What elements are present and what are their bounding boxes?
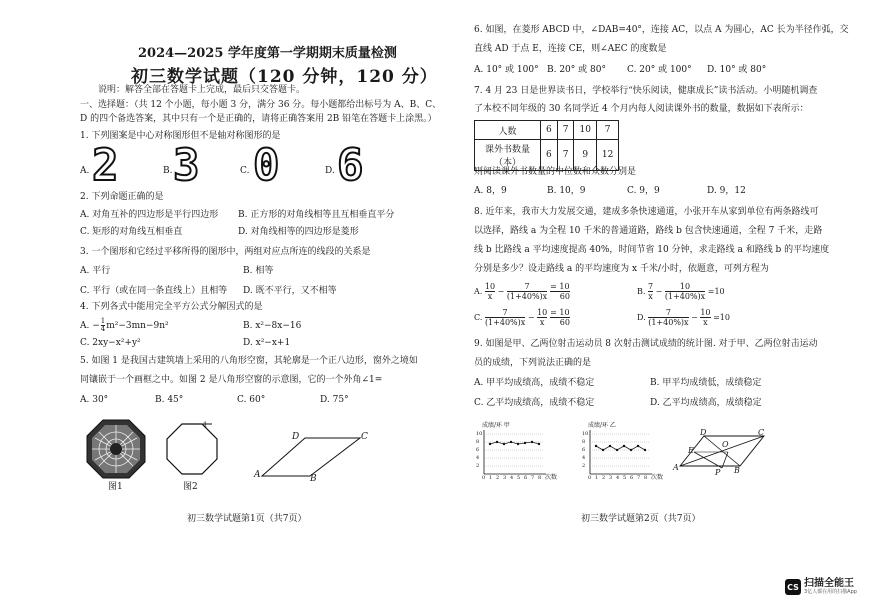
chart-jia-yticks	[476, 430, 482, 470]
q8-d-den2: x	[703, 318, 708, 327]
tick-label: 4	[510, 475, 514, 481]
question-6: 6. 如图，在菱形 ABCD 中，∠DAB=40°，连接 AC，以点 A 为圆心，AC 长为半径作弧，交	[474, 25, 849, 35]
q4-option-a	[80, 318, 169, 333]
tick-label: 8	[476, 439, 480, 445]
exam-note: 说明：解答全部在答题卡上完成，最后只交答题卡。	[98, 85, 306, 95]
tick-label: 10	[582, 431, 589, 437]
question-8: 8. 近年来，我市大力发展交通，建成多条快速通道，小张开车从家到单位有两条路线可	[474, 207, 819, 217]
q8-c-label: C.	[474, 313, 483, 322]
table-cell: 6	[541, 140, 558, 171]
table-row	[475, 121, 619, 140]
geo-label-b: B	[734, 466, 740, 475]
q8-option-b	[637, 282, 725, 301]
q8-option-d	[637, 308, 730, 327]
q8-a-op: −	[497, 287, 505, 296]
q4-a-prefix: A. −	[80, 321, 100, 331]
q8-a-den2: (1+40%)x	[506, 292, 548, 301]
q1-label-c: C.	[240, 166, 250, 176]
q7-option-b: B. 10，9	[547, 186, 586, 196]
cs-logo-icon	[785, 579, 801, 595]
tick-label: 0	[482, 475, 486, 481]
q9-option-d: D. 乙平均成绩高，成绩稳定	[650, 398, 762, 408]
scanner-app-name: 扫描全能王	[804, 578, 854, 589]
q8-c-num2: 10	[537, 308, 548, 317]
geo-label-o: O	[722, 440, 729, 449]
q8-c-den2: x	[539, 318, 545, 327]
figure-2-octagon	[162, 420, 224, 480]
scanner-app-logo	[785, 578, 857, 596]
tick-label: 7	[531, 475, 535, 481]
q8-a-num2: 7	[507, 282, 547, 292]
cs-logo-text: CS	[787, 582, 799, 592]
q8-d-rhs: =10	[713, 313, 730, 322]
q5-option-d: D. 75°	[320, 395, 349, 405]
q9-option-b: B. 甲平均成绩低，成绩稳定	[650, 378, 762, 388]
table-cell: 9	[574, 140, 596, 171]
table-cell: 10	[574, 121, 596, 140]
table-cell: 7	[557, 140, 574, 171]
tick-label: 8	[644, 475, 648, 481]
figure-1-caption: 图1	[108, 482, 123, 492]
tick-label: 3	[503, 475, 507, 481]
tick-label: 6	[630, 475, 634, 481]
tick-label: 4	[616, 475, 620, 481]
q8-d-num1: 7	[648, 308, 688, 318]
geo-label-c: C	[758, 428, 765, 437]
table-cell: 7	[557, 121, 574, 140]
table-cell: 7	[596, 121, 618, 140]
q3-option-a: A. 平行	[80, 266, 111, 276]
right-page-footer: 初三数学试题第2页（共7页）	[581, 514, 701, 524]
tick-label: 2	[602, 475, 606, 481]
q8-option-a	[474, 282, 570, 301]
q8-d-num2: 10	[700, 308, 711, 317]
chart-yi-xticks	[588, 475, 651, 481]
figure-2-angle-mark: 1	[203, 421, 208, 429]
q1-label-d: D.	[325, 166, 335, 176]
q3-option-d: D. 既不平行，又不相等	[243, 286, 337, 296]
q8-d-op: −	[691, 313, 698, 322]
q8-a-rhs: = 10	[550, 282, 570, 291]
question-6-cont: 直线 AD 于点 E，连接 CE，则∠AEC 的度数是	[474, 44, 667, 54]
question-5: 5. 如图 1 是我国古建筑墙上采用的八角形空窗，其轮廓是一个正八边形，窗外之境如	[80, 356, 418, 366]
exam-title: 2024—2025 学年度第一学期期末质量检测	[138, 46, 397, 61]
tick-label: 0	[588, 475, 592, 481]
chart-yi-title: 成绩/环 乙	[588, 422, 616, 429]
q9-option-a: A. 甲平均成绩高，成绩不稳定	[474, 378, 595, 388]
question-4: 4. 下列各式中能用完全平方公式分解因式的是	[80, 302, 263, 312]
q8-b-num2: 10	[665, 282, 705, 292]
q7-option-a: A. 8，9	[474, 186, 507, 196]
q8-b-label: B.	[637, 287, 646, 296]
q8-b-den2: (1+40%)x	[664, 292, 706, 301]
para-label-a: A	[254, 470, 261, 480]
q8-b-op: −	[655, 287, 663, 296]
reading-data-table	[474, 120, 619, 171]
q1-digit-c: 0	[253, 140, 280, 191]
tick-label: 2	[582, 463, 586, 469]
geo-label-e: E	[688, 446, 694, 455]
question-8-line2: 以选择，路线 a 为全程 10 千米的普通道路，路线 b 包含快速通道，全程 7 千米，走路	[474, 226, 823, 236]
question-1: 1. 下列图案是中心对称图形但不是轴对称图形的是	[80, 131, 281, 141]
exam-subtitle: 初三数学试题（120 分钟，120 分）	[131, 67, 438, 87]
figure-2-caption: 图2	[183, 482, 198, 492]
tick-label: 6	[582, 447, 586, 453]
tick-label: 1	[489, 475, 493, 481]
q8-d-label: D.	[637, 313, 646, 322]
section-heading: 一、选择题：（共 12 个小题，每小题 3 分，满分 36 分。每小题都给出标号为 A、B、C、	[80, 100, 442, 110]
q8-c-rhs: = 10	[550, 308, 570, 317]
q2-option-a: A. 对角互补的四边形是平行四边形	[80, 210, 219, 220]
tick-label: 6	[476, 447, 480, 453]
question-2: 2. 下列命题正确的是	[80, 192, 164, 202]
geo-label-p: P	[715, 468, 721, 477]
tick-label: 4	[582, 455, 586, 461]
q5-option-c: C. 60°	[237, 395, 266, 405]
tick-label: 5	[517, 475, 521, 481]
q2-option-b: B. 正方形的对角线相等且互相垂直平分	[238, 210, 395, 220]
tick-label: 8	[538, 475, 542, 481]
q8-c-rhs-den: 60	[559, 318, 570, 327]
tick-label: 7	[637, 475, 641, 481]
q3-option-c: C. 平行（或在同一条直线上）且相等	[80, 286, 228, 296]
tick-label: 2	[476, 463, 480, 469]
question-7: 7. 4 月 23 日是世界读书日，学校举行“快乐阅读，健康成长”读书活动。小明随机调查	[474, 86, 818, 96]
q4-a-denominator: 4	[100, 325, 106, 333]
q8-a-num1: 10	[484, 282, 496, 291]
tick-label: 1	[595, 475, 599, 481]
chart-yi-yticks	[582, 430, 588, 470]
q6-option-b: B. 20° 或 80°	[547, 65, 606, 75]
q5-option-a: A. 30°	[80, 395, 109, 405]
q8-a-rhs-den: 60	[559, 292, 570, 301]
table-header-people: 人数	[475, 121, 541, 140]
chart-jia-xticks	[482, 475, 545, 481]
q2-option-c: C. 矩形的对角线互相垂直	[80, 227, 183, 237]
q2-option-d: D. 对角线相等的四边形是菱形	[238, 227, 359, 237]
q7-option-d: D. 9，12	[707, 186, 746, 196]
q6-option-c: C. 20° 或 100°	[627, 65, 692, 75]
q4-a-suffix: m²−3mn−9n²	[106, 321, 169, 331]
q8-b-num1: 7	[647, 282, 654, 291]
q8-b-rhs: =10	[707, 287, 725, 296]
q8-option-c	[474, 308, 570, 327]
q3-option-b: B. 相等	[243, 266, 274, 276]
q6-option-a: A. 10° 或 100°	[474, 65, 539, 75]
question-8-line4: 分别是多少？设走路线 a 的平均速度为 x 千米/小时，依题意，可列方程为	[474, 264, 769, 274]
q8-c-op: −	[527, 313, 535, 322]
q8-d-den1: (1+40%)x	[648, 318, 689, 327]
q5-option-b: B. 45°	[155, 395, 184, 405]
q1-label-b: B.	[163, 166, 173, 176]
table-row	[475, 140, 619, 171]
geo-label-a: A	[673, 463, 679, 472]
question-5-cont: 同镶嵌于一个画框之中。如图 2 是八角形空窗的示意图，它的一个外角∠1=	[80, 375, 383, 385]
q4-a-numerator: 1	[100, 317, 106, 325]
figure-1-octagon-window	[85, 418, 147, 480]
q6-option-d: D. 10° 或 80°	[707, 65, 767, 75]
q7-option-c: C. 9，9	[627, 186, 660, 196]
q9-option-c: C. 乙平均成绩高，成绩不稳定	[474, 398, 595, 408]
tick-label: 4	[476, 455, 480, 461]
q1-digit-a: 2	[92, 140, 119, 191]
question-8-line3: 线 b 比路线 a 平均速度提高 40%，时间节省 10 分钟，求走路线 a 和路线 b 的平均速度	[474, 245, 830, 255]
tick-label: 10	[476, 431, 483, 437]
q1-digit-b: 3	[173, 140, 200, 191]
para-label-b: B	[310, 474, 317, 484]
tick-label: 2	[496, 475, 500, 481]
q4-option-b: B. x²−8x−16	[243, 321, 302, 331]
rhombus-geometry-figure	[672, 428, 772, 478]
q8-a-den1: x	[487, 292, 493, 301]
question-7-cont: 了本校不同年级的 30 名同学近 4 个月内每人阅读课外书的数量，数据如下表所示：	[474, 104, 809, 114]
table-cell: 6	[541, 121, 558, 140]
scanner-app-tagline: 3亿人都在用的扫描App	[804, 589, 857, 595]
q1-digit-d: 6	[337, 140, 364, 191]
tick-label: 3	[609, 475, 613, 481]
q4-option-c: C. 2xy−x²+y²	[80, 338, 141, 348]
left-page-footer: 初三数学试题第1页（共7页）	[187, 514, 307, 524]
question-9-cont: 员的成绩，下列说法正确的是	[474, 358, 592, 368]
q4-option-d: D. x²−x+1	[243, 338, 291, 348]
tick-label: 8	[582, 439, 586, 445]
chart-jia-xlabel: 次数	[545, 474, 558, 481]
q8-b-den1: x	[648, 292, 653, 301]
section-heading-cont: D 的四个备选答案，其中只有一个是正确的，请将正确答案用 2B 铅笔在答题卡上涂黑。）	[80, 114, 437, 124]
q8-c-num1: 7	[485, 308, 525, 318]
table-header-books: 课外书数量（本）	[475, 140, 541, 171]
q8-c-den1: (1+40%)x	[484, 318, 526, 327]
geo-label-d: D	[700, 428, 707, 437]
chart-jia-title: 成绩/环 甲	[482, 422, 510, 429]
tick-label: 6	[524, 475, 528, 481]
para-label-d: D	[292, 432, 300, 442]
question-9: 9. 如图是甲、乙两位射击运动员 8 次射击测试成绩的统计图. 对于甲、乙两位射击运动	[474, 339, 818, 349]
q8-a-label: A.	[474, 287, 483, 296]
table-cell: 12	[596, 140, 618, 171]
q1-label-a: A.	[80, 166, 90, 176]
chart-yi-xlabel: 次数	[651, 474, 664, 481]
para-label-c: C	[361, 432, 368, 442]
question-3: 3. 一个图形和它经过平移所得的图形中，两组对应点所连的线段的关系是	[80, 247, 371, 257]
tick-label: 5	[623, 475, 627, 481]
question-7-ask: 则阅读课外书数量的中位数和众数分别是	[474, 167, 637, 177]
